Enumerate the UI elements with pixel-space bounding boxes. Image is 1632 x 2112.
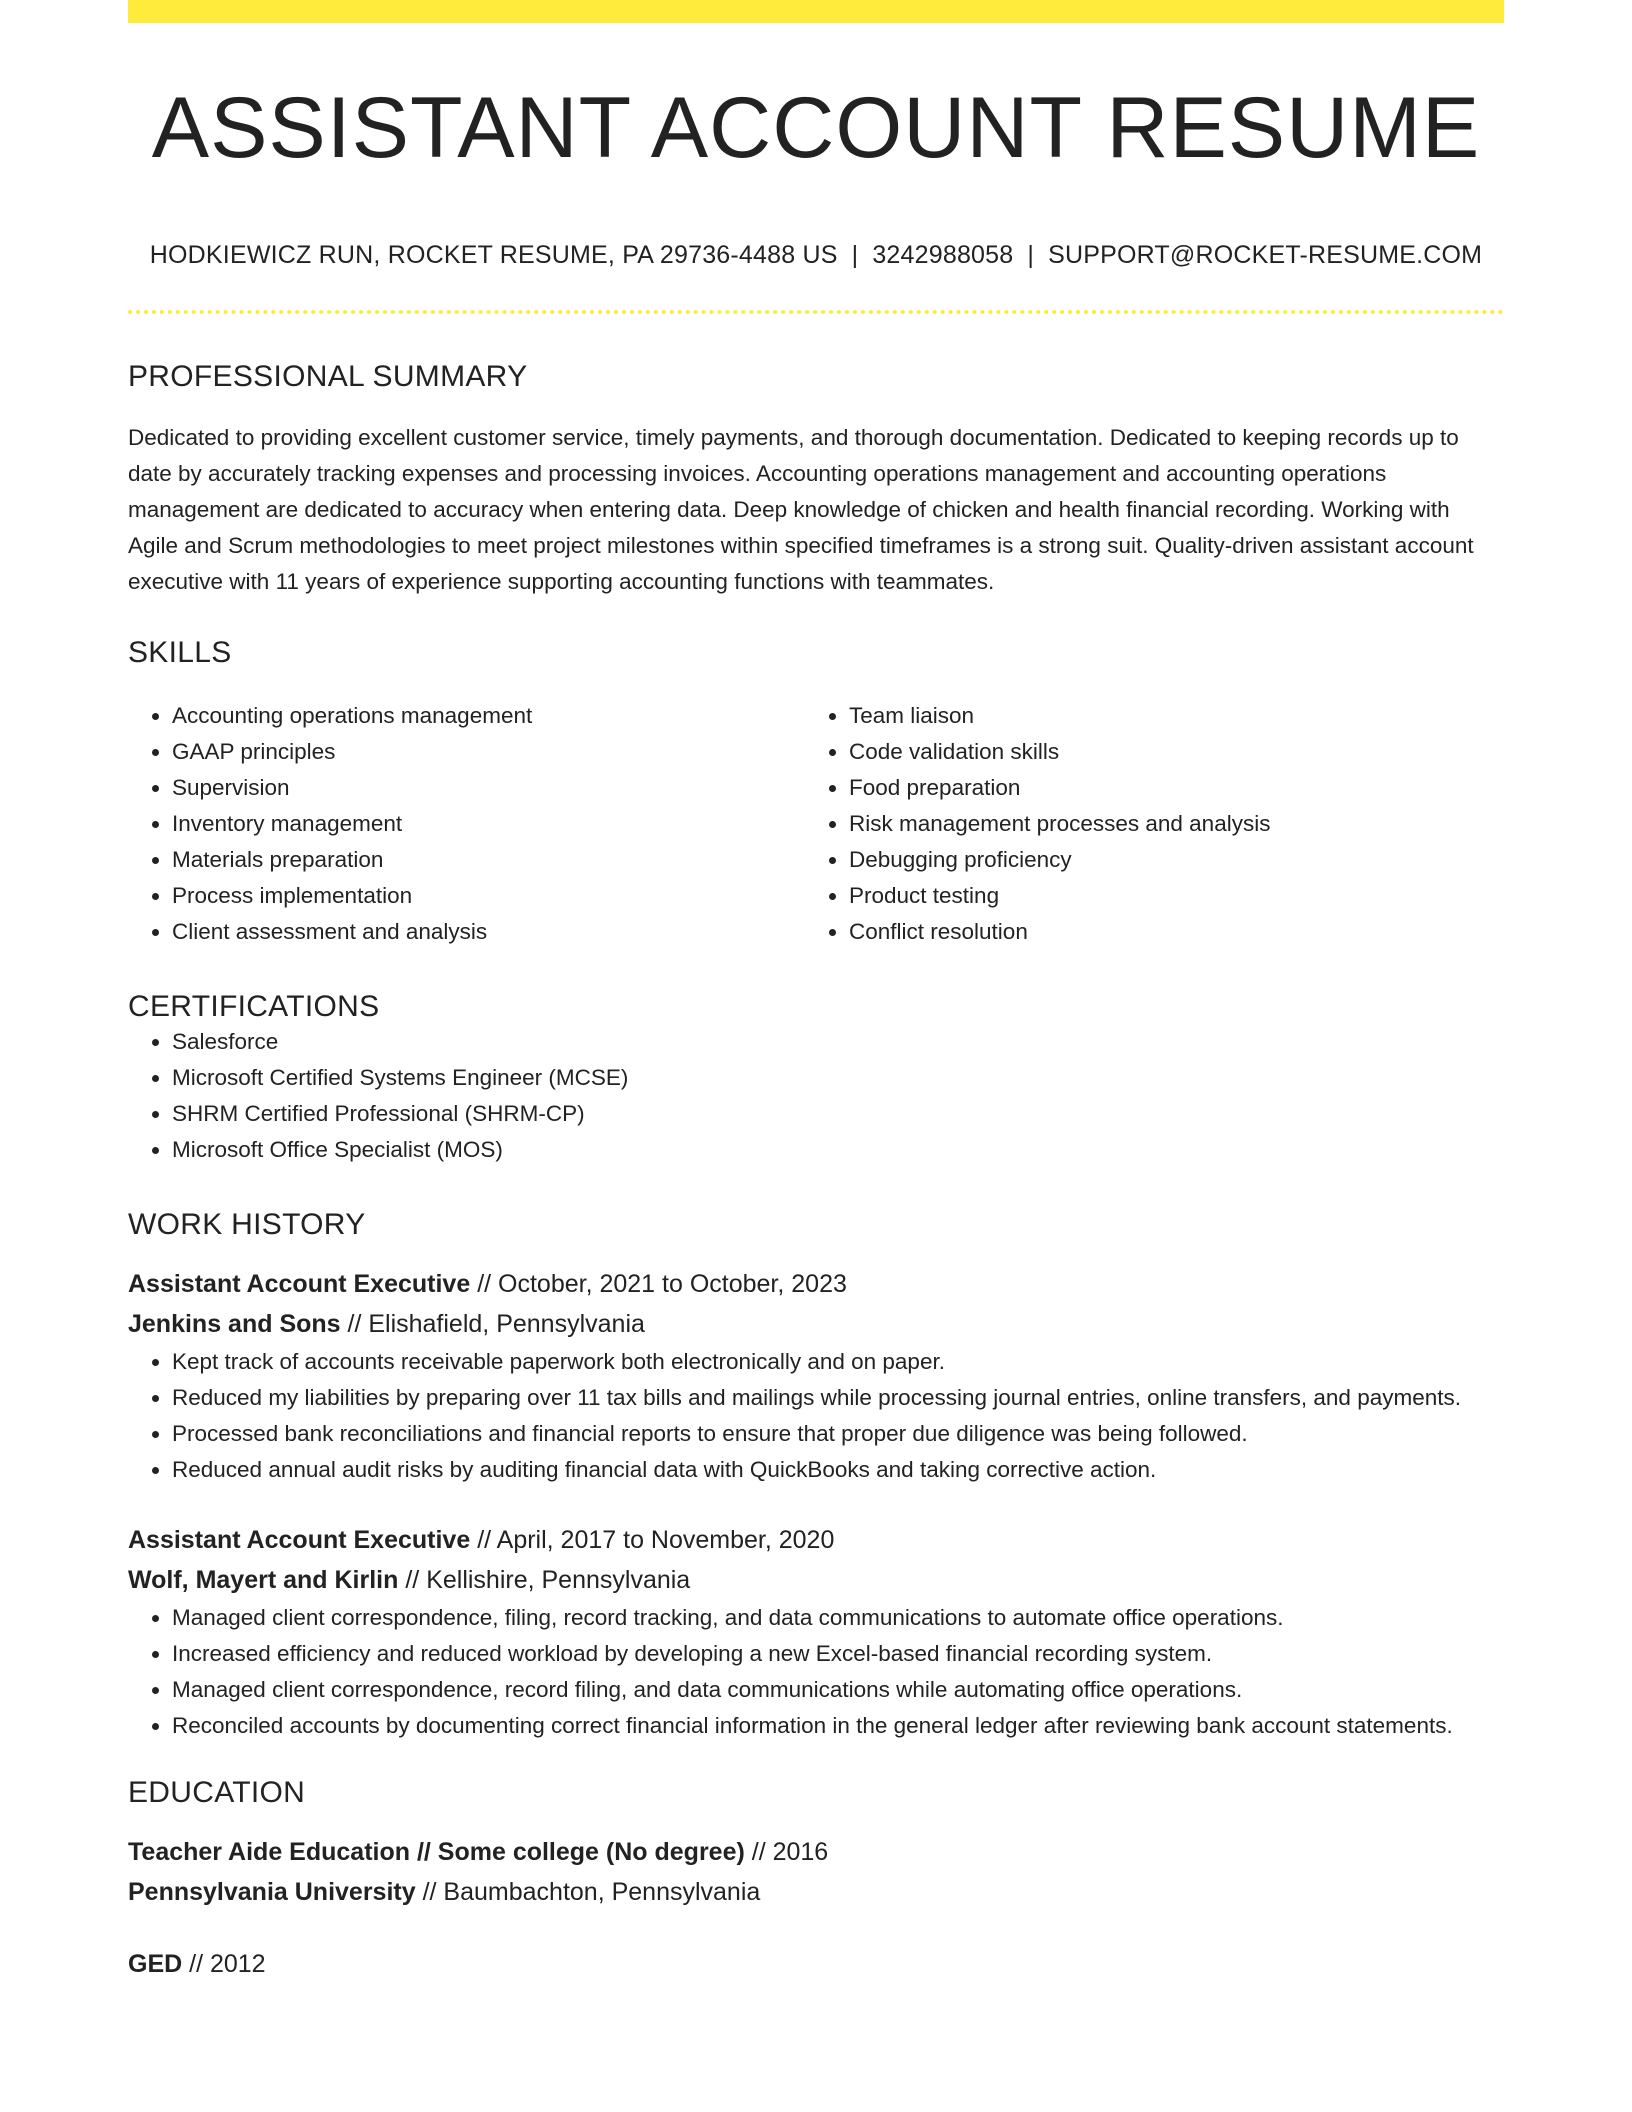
job-bullet: • Kept track of accounts receivable paperwork both electronically and on paper.	[172, 1344, 1504, 1380]
summary-heading: PROFESSIONAL SUMMARY	[128, 360, 528, 393]
job-company-line	[128, 1304, 1504, 1344]
contact-separator: |	[1027, 241, 1035, 269]
skills-heading: SKILLS	[128, 636, 232, 669]
skill-item: • Product testing	[849, 878, 1482, 914]
job-bullet: • Processed bank reconciliations and financial reports to ensure that proper due diligence was being followed.	[172, 1416, 1504, 1452]
skill-item: • Client assessment and analysis	[172, 914, 805, 950]
certification-item: • Microsoft Certified Systems Engineer (MCSE)	[172, 1060, 1504, 1096]
education-school: Pennsylvania University	[128, 1878, 416, 1906]
skill-item: • GAAP principles	[172, 734, 805, 770]
certifications-list	[128, 1024, 1504, 1168]
education-year: // 2012	[182, 1950, 266, 1978]
skill-item: • Conflict resolution	[849, 914, 1482, 950]
job-bullet: • Reduced my liabilities by preparing over 11 tax bills and mailings while processing journal entries, online transfers, and payments.	[172, 1380, 1504, 1416]
work-history-heading: WORK HISTORY	[128, 1208, 366, 1241]
summary-text: Dedicated to providing excellent customer service, timely payments, and thorough documentation. Dedicated to keeping records up to date by accurately tracking expenses and processing invoices. Accounting operations management and accounting operations management are dedicated to accuracy when entering data. Deep knowledge of chicken and health financial recording. Working with Agile and Scrum methodologies to meet project milestones within specified timeframes is a strong suit. Quality-driven assistant account executive with 11 years of experience supporting accounting functions with teammates.	[128, 425, 1474, 594]
skill-item: • Code validation skills	[849, 734, 1482, 770]
job-location: // Kellishire, Pennsylvania	[398, 1566, 691, 1594]
certification-item: • Microsoft Office Specialist (MOS)	[172, 1132, 1504, 1168]
job-title-line	[128, 1520, 1504, 1560]
dotted-divider	[128, 310, 1504, 314]
education-location: // Baumbachton, Pennsylvania	[415, 1878, 761, 1906]
skill-item: • Debugging proficiency	[849, 842, 1482, 878]
education-year: // 2016	[744, 1838, 829, 1866]
education-degree: Teacher Aide Education // Some college (No degree)	[128, 1838, 745, 1866]
job-company-line	[128, 1560, 1504, 1600]
skill-item: • Inventory management	[172, 806, 805, 842]
job-bullet: • Increased efficiency and reduced workload by developing a new Excel-based financial recording system.	[172, 1636, 1504, 1672]
accent-top-bar	[128, 0, 1504, 23]
job-company: Jenkins and Sons	[128, 1310, 341, 1338]
education-heading: EDUCATION	[128, 1776, 306, 1809]
contact-line	[128, 241, 1504, 270]
skill-item: • Supervision	[172, 770, 805, 806]
contact-phone: 3242988058	[872, 241, 1014, 269]
job-bullet: • Managed client correspondence, filing, record tracking, and data communications to automate office operations.	[172, 1600, 1504, 1636]
job-bullet: • Reduced annual audit risks by auditing financial data with QuickBooks and taking corrective action.	[172, 1452, 1504, 1488]
skill-item: • Risk management processes and analysis	[849, 806, 1482, 842]
education-degree-line	[128, 1832, 1504, 1872]
contact-email: SUPPORT@ROCKET-RESUME.COM	[1048, 241, 1483, 269]
skills-column-left	[128, 698, 805, 950]
skill-item: • Process implementation	[172, 878, 805, 914]
job-bullet: • Managed client correspondence, record filing, and data communications while automating office operations.	[172, 1672, 1504, 1708]
job-title-line	[128, 1264, 1504, 1304]
job-company: Wolf, Mayert and Kirlin	[128, 1566, 399, 1594]
job-bullet: • Reconciled accounts by documenting correct financial information in the general ledger after reviewing bank account statements.	[172, 1708, 1504, 1744]
certification-item: • SHRM Certified Professional (SHRM-CP)	[172, 1096, 1504, 1132]
job-bullets	[128, 1344, 1504, 1488]
education-degree-line	[128, 1944, 1504, 1984]
job-role: Assistant Account Executive	[128, 1526, 471, 1554]
resume-page	[128, 0, 1504, 1984]
job-location: // Elishafield, Pennsylvania	[340, 1310, 645, 1338]
skill-item: • Accounting operations management	[172, 698, 805, 734]
job-dates: // October, 2021 to October, 2023	[470, 1270, 847, 1298]
job-bullets	[128, 1600, 1504, 1744]
certifications-heading: CERTIFICATIONS	[128, 990, 380, 1023]
contact-address: HODKIEWICZ RUN, ROCKET RESUME, PA 29736-4488 US	[149, 241, 838, 269]
education-degree: GED	[128, 1950, 183, 1978]
certification-item: • Salesforce	[172, 1024, 1504, 1060]
job-role: Assistant Account Executive	[128, 1270, 471, 1298]
job-dates: // April, 2017 to November, 2020	[470, 1526, 835, 1554]
skills-column-right	[805, 698, 1482, 950]
skills-grid	[128, 698, 1504, 950]
education-school-line	[128, 1872, 1504, 1912]
skill-item: • Materials preparation	[172, 842, 805, 878]
contact-separator: |	[851, 241, 859, 269]
resume-title: ASSISTANT ACCOUNT RESUME	[151, 80, 1481, 176]
skill-item: • Food preparation	[849, 770, 1482, 806]
skill-item: • Team liaison	[849, 698, 1482, 734]
